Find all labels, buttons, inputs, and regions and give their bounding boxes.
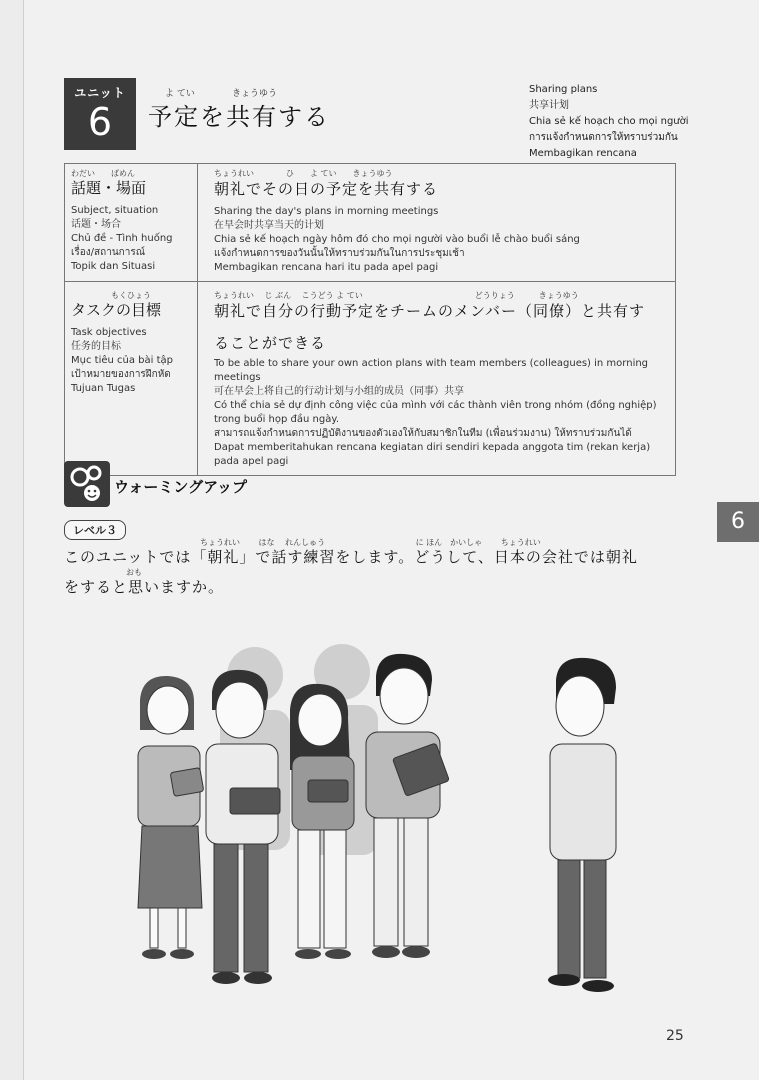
task-trans-th: เป้าหมายของการฝึกหัด (71, 369, 171, 380)
situation-translations (214, 205, 665, 275)
situation-trans-en: Sharing the day's plans in morning meetings (214, 206, 439, 217)
situation-text: 朝礼でその日の予定を共有する (214, 180, 439, 198)
question-line2: をすると思いますか。 (64, 578, 225, 596)
title-translations (529, 82, 689, 162)
subject-ruby: わだい ばめん (71, 169, 135, 178)
objective-translations (214, 357, 665, 469)
table-row-subject (65, 164, 676, 282)
objective-trans-zh: 可在早会上将自己的行动计划与小组的成员（同事）共享 (214, 386, 464, 397)
question-ruby-line1: ちょうれい はな れんしゅう に ほん かいしゃ ちょうれい (200, 538, 541, 547)
task-cell (65, 282, 198, 476)
subject-trans-id: Topik dan Situasi (71, 261, 156, 272)
objective-trans-en: To be able to share your own action plans with team members (colleagues) in morning meetings (214, 358, 649, 383)
morning-meeting-illustration (120, 640, 640, 1010)
task-trans-en: Task objectives (71, 327, 147, 338)
subject-trans-th: เรื่อง/สถานการณ์ (71, 247, 145, 258)
translation-en: Sharing plans (529, 84, 598, 95)
title-ruby-kyouyuu: きょうゆう (232, 89, 278, 99)
task-heading: タスクの目標 (71, 301, 162, 319)
table-row-task (65, 282, 676, 476)
warmup-icon (64, 461, 110, 507)
situation-trans-zh: 在早会时共享当天的计划 (214, 220, 324, 231)
task-trans-id: Tujuan Tugas (71, 383, 136, 394)
subject-heading: 話題・場面 (71, 179, 147, 197)
subject-cell (65, 164, 198, 282)
info-table (64, 163, 676, 476)
unit-number: 6 (87, 100, 113, 144)
page-title: 予定を共有する (148, 103, 330, 131)
task-ruby: もくひょう (71, 291, 151, 300)
task-trans-zh: 任务的目标 (71, 341, 121, 352)
unit-label: ユニット (74, 86, 126, 100)
worker-woman-left (138, 676, 204, 959)
subject-translations (71, 204, 191, 274)
question-ruby-line2: おも (126, 568, 142, 577)
objective-cell (198, 282, 676, 476)
objective-text-line1: 朝礼で自分の行動予定をチームのメンバー（同僚）と共有す (214, 302, 645, 320)
subject-trans-en: Subject, situation (71, 205, 159, 216)
translation-zh: 共享计划 (529, 100, 569, 111)
objective-trans-th: สามารถแจ้งกำหนดการปฏิบัติงานของตัวเองให้กับสมาชิกในทีม (เพื่อนร่วมงาน) ให้ทราบร่วมกันได้ (214, 428, 632, 439)
situation-trans-id: Membagikan rencana hari itu pada apel pagi (214, 262, 439, 273)
task-translations (71, 326, 191, 396)
unit-badge (64, 78, 136, 150)
translation-id: Membagikan rencana (529, 148, 637, 159)
situation-trans-vi: Chia sẻ kế hoạch ngày hôm đó cho mọi người vào buổi lễ chào buổi sáng (214, 234, 580, 245)
objective-trans-vi: Có thể chia sẻ dự định công việc của mình với các thành viên trong nhóm (đồng nghiệp) trong buổi họp đầu ngày. (214, 400, 657, 425)
supervisor (548, 658, 616, 992)
page-number: 25 (666, 1028, 684, 1044)
objective-ruby: ちょうれい じ ぶん こうどう よ てい どうりょう きょうゆう (214, 291, 579, 300)
subject-trans-vi: Chủ đề - Tình huống (71, 233, 173, 244)
situation-cell (198, 164, 676, 282)
question-line1: このユニットでは「朝礼」で話す練習をします。どうして、日本の会社では朝礼 (64, 548, 638, 566)
situation-trans-th: แจ้งกำหนดการของวันนั้นให้ทราบร่วมกันในการประชุมเช้า (214, 248, 465, 259)
objective-trans-id: Dapat memberitahukan rencana kegiatan diri sendiri kepada anggota tim (rekan kerja) pada apel pagi (214, 442, 651, 467)
worker-man-right (366, 654, 449, 958)
chapter-tab: 6 (717, 502, 759, 542)
level-badge: レベル３ (64, 520, 126, 540)
title-ruby-yotei: よ てい (165, 89, 195, 99)
task-trans-vi: Mục tiêu của bài tập (71, 355, 173, 366)
subject-trans-zh: 话题・场合 (71, 219, 121, 230)
situation-ruby: ちょうれい ひ よ てい きょうゆう (214, 169, 393, 178)
objective-text-line2: ることができる (214, 334, 327, 352)
worker-woman-center (290, 684, 354, 959)
warmup-title: ウォーミングアップ (114, 478, 248, 496)
translation-th: การแจ้งกำหนดการให้ทราบร่วมกัน (529, 132, 678, 143)
translation-vi: Chia sẻ kế hoạch cho mọi người (529, 116, 689, 127)
